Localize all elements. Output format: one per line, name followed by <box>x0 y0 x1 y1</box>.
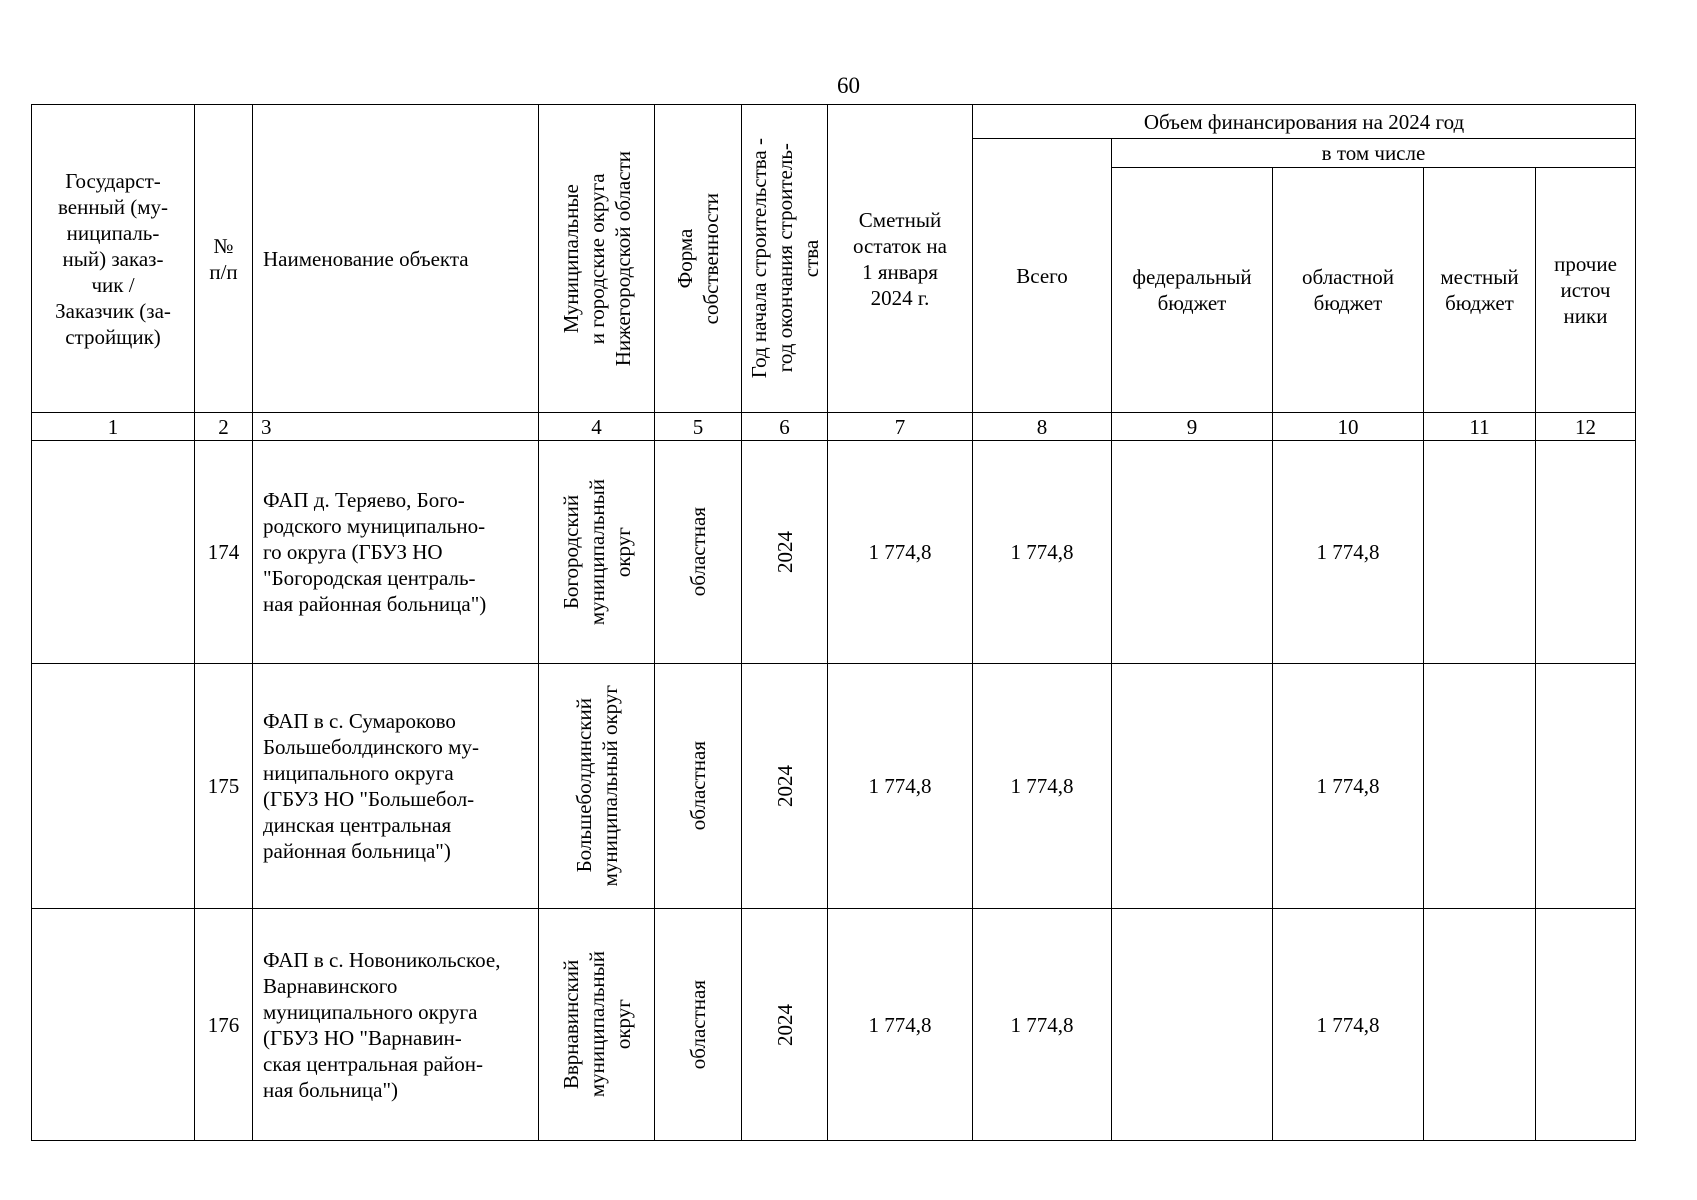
column-number: 11 <box>1424 413 1536 441</box>
column-number: 7 <box>828 413 973 441</box>
header-customer: Государст- венный (му- ниципаль- ный) заказ- чик / Заказчик (за- стройщик) <box>32 105 195 413</box>
header-estimate-balance: Сметный остаток на 1 января 2024 г. <box>828 105 973 413</box>
cell-years <box>742 441 828 664</box>
header-years-text: Год начала строительства - год окончания строитель- ства <box>746 138 823 379</box>
cell-municipality <box>539 909 655 1141</box>
financing-table <box>31 104 1636 1141</box>
cell-estimate: 1 774,8 <box>828 909 973 1141</box>
cell-local <box>1424 909 1536 1141</box>
cell-total: 1 774,8 <box>973 664 1112 909</box>
header-object-name: Наименование объекта <box>253 105 539 413</box>
column-number: 6 <box>742 413 828 441</box>
column-number: 3 <box>253 413 539 441</box>
cell-ownership-text: областная <box>686 507 710 597</box>
cell-other <box>1536 441 1636 664</box>
table-row <box>32 441 1636 664</box>
table-row <box>32 909 1636 1141</box>
table-row <box>32 664 1636 909</box>
cell-customer <box>32 909 195 1141</box>
header-other: прочие источ ники <box>1536 168 1636 413</box>
cell-years-text: 2024 <box>772 1003 797 1046</box>
header-funding-group: Объем финансирования на 2024 год <box>973 105 1636 139</box>
header-federal: федеральный бюджет <box>1112 168 1273 413</box>
cell-number: 174 <box>195 441 253 664</box>
header-years <box>742 105 828 413</box>
cell-number: 176 <box>195 909 253 1141</box>
cell-federal <box>1112 909 1273 1141</box>
cell-years <box>742 664 828 909</box>
cell-ownership-text: областная <box>686 741 710 831</box>
cell-estimate: 1 774,8 <box>828 441 973 664</box>
cell-municipality-text: Богородский муниципальный округ <box>558 478 635 626</box>
cell-ownership <box>655 909 742 1141</box>
page-number: 60 <box>837 73 860 98</box>
cell-municipality <box>539 441 655 664</box>
column-number: 12 <box>1536 413 1636 441</box>
cell-local <box>1424 664 1536 909</box>
cell-years-text: 2024 <box>772 765 797 807</box>
cell-years-text: 2024 <box>772 531 797 573</box>
cell-local <box>1424 441 1536 664</box>
header-municipality <box>539 105 655 413</box>
header-municipality-text: Муниципальные и городские округа Нижегородской области <box>558 150 635 367</box>
header-including: в том числе <box>1112 139 1636 168</box>
column-number: 4 <box>539 413 655 441</box>
header-total: Всего <box>973 139 1112 413</box>
cell-federal <box>1112 664 1273 909</box>
cell-object-name: ФАП в с. Сумароково Большеболдинского му- ниципального округа (ГБУЗ НО "Большебол- динская центральная районная больница") <box>253 664 539 909</box>
header-ownership <box>655 105 742 413</box>
cell-ownership <box>655 664 742 909</box>
cell-municipality-text: Вврнавинский муниципальный округ <box>558 951 635 1098</box>
cell-customer <box>32 441 195 664</box>
cell-municipality-text: Большеболдинский муниципальный округ <box>571 685 622 887</box>
cell-estimate: 1 774,8 <box>828 664 973 909</box>
cell-federal <box>1112 441 1273 664</box>
cell-total: 1 774,8 <box>973 441 1112 664</box>
column-number: 9 <box>1112 413 1273 441</box>
cell-other <box>1536 664 1636 909</box>
column-number: 5 <box>655 413 742 441</box>
header-number: № п/п <box>195 105 253 413</box>
cell-municipality <box>539 664 655 909</box>
cell-regional: 1 774,8 <box>1273 909 1424 1141</box>
cell-regional: 1 774,8 <box>1273 664 1424 909</box>
cell-ownership <box>655 441 742 664</box>
header-ownership-text: Форма собственности <box>673 192 723 325</box>
header-local: местный бюджет <box>1424 168 1536 413</box>
column-number: 2 <box>195 413 253 441</box>
column-numbers-row <box>32 413 1636 441</box>
column-number: 10 <box>1273 413 1424 441</box>
cell-other <box>1536 909 1636 1141</box>
cell-regional: 1 774,8 <box>1273 441 1424 664</box>
cell-total: 1 774,8 <box>973 909 1112 1141</box>
cell-object-name: ФАП д. Теряево, Бого- родского муниципально- го округа (ГБУЗ НО "Богородская централь- ная районная больница") <box>253 441 539 664</box>
cell-ownership-text: областная <box>686 979 710 1070</box>
cell-object-name: ФАП в с. Новоникольское, Варнавинского муниципального округа (ГБУЗ НО "Варнавин- ская центральная район- ная больница") <box>253 909 539 1141</box>
cell-customer <box>32 664 195 909</box>
cell-number: 175 <box>195 664 253 909</box>
column-number: 1 <box>32 413 195 441</box>
header-regional: областной бюджет <box>1273 168 1424 413</box>
cell-years <box>742 909 828 1141</box>
column-number: 8 <box>973 413 1112 441</box>
